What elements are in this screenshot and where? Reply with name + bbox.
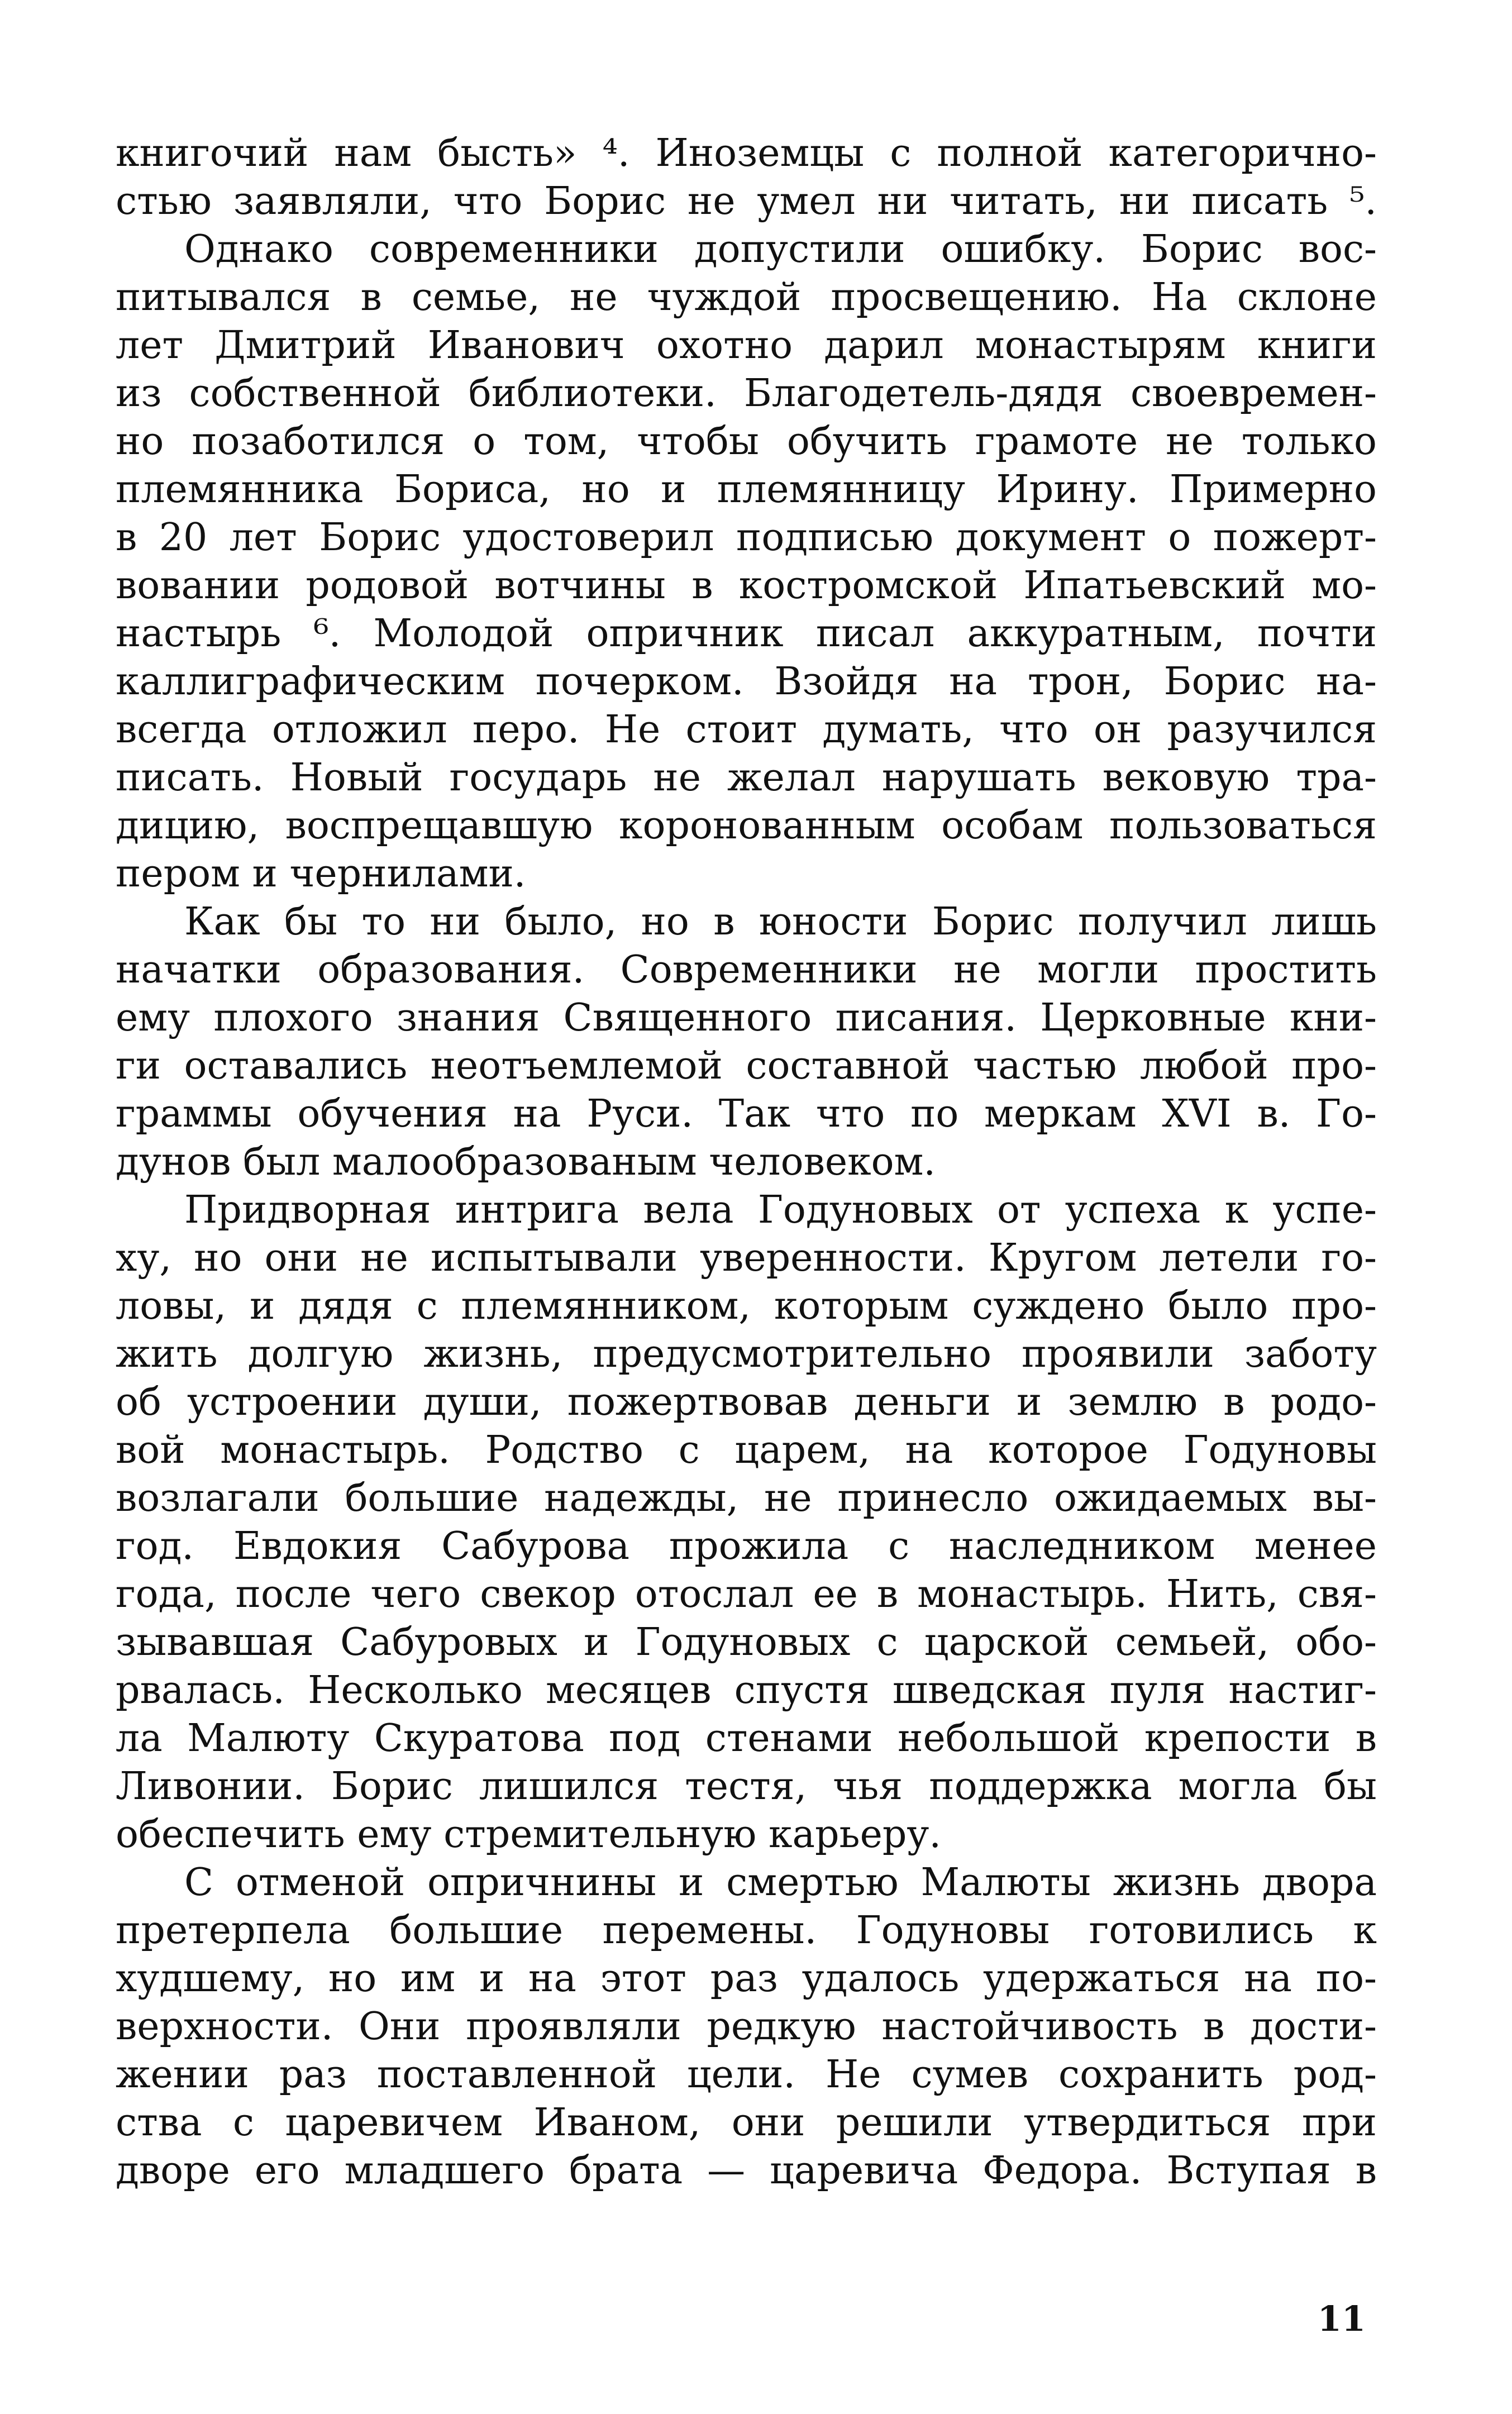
text-line: Ливонии. Борис лишился тестя, чья поддержка могла бы bbox=[116, 1764, 1377, 1809]
text-line: об устроении души, пожертвовав деньги и землю в родо- bbox=[116, 1380, 1377, 1424]
text-line: Как бы то ни было, но в юности Борис получил лишь bbox=[184, 900, 1377, 944]
text-line: худшему, но им и на этот раз удалось удержаться на по- bbox=[116, 1957, 1377, 2001]
text-line: претерпела большие перемены. Годуновы готовились к bbox=[116, 1909, 1377, 1953]
page-number: 11 bbox=[1317, 2298, 1366, 2339]
text-line: Придворная интрига вела Годуновых от успеха к успе- bbox=[184, 1188, 1377, 1232]
text-line: ла Малюту Скуратова под стенами небольшой крепости в bbox=[116, 1716, 1377, 1761]
text-line: вовании родовой вотчины в костромской Ипатьевский мо- bbox=[116, 564, 1377, 608]
text-line: Однако современники допустили ошибку. Борис вос- bbox=[184, 227, 1377, 271]
text-line: в 20 лет Борис удостоверил подписью документ о пожерт- bbox=[116, 516, 1377, 560]
text-line: вой монастырь. Родство с царем, на которое Годуновы bbox=[116, 1428, 1377, 1472]
text-line: дунов был малообразованым человеком. bbox=[116, 1140, 936, 1184]
text-line: года, после чего свекор отослал ее в монастырь. Нить, свя- bbox=[116, 1572, 1377, 1616]
text-line: ловы, и дядя с племянником, которым суждено было про- bbox=[116, 1284, 1377, 1328]
text-line: из собственной библиотеки. Благодетель-дядя своевремен- bbox=[116, 371, 1377, 416]
text-line: племянника Бориса, но и племянницу Ирину. Примерно bbox=[116, 467, 1377, 512]
text-line: ху, но они не испытывали уверенности. Кругом летели го- bbox=[116, 1236, 1377, 1280]
text-line: лет Дмитрий Иванович охотно дарил монастырям книги bbox=[116, 323, 1377, 368]
text-line: всегда отложил перо. Не стоит думать, что он разучился bbox=[116, 708, 1377, 752]
text-line: питывался в семье, не чуждой просвещению. На склоне bbox=[116, 275, 1377, 319]
text-line: каллиграфическим почерком. Взойдя на трон, Борис на- bbox=[116, 660, 1377, 704]
text-line: но позаботился о том, чтобы обучить грамоте не только bbox=[116, 419, 1377, 464]
text-line: жении раз поставленной цели. Не сумев сохранить род- bbox=[116, 2053, 1377, 2097]
text-line: дворе его младшего брата — царевича Федора. Вступая в bbox=[116, 2149, 1377, 2193]
text-line: С отменой опричнины и смертью Малюты жизнь двора bbox=[184, 1860, 1377, 1905]
text-line: книгочий нам бысть» ⁴. Иноземцы с полной категорично- bbox=[116, 131, 1377, 175]
text-line: возлагали большие надежды, не принесло ожидаемых вы- bbox=[116, 1476, 1377, 1520]
text-line: обеспечить ему стремительную карьеру. bbox=[116, 1812, 941, 1857]
text-line: рвалась. Несколько месяцев спустя шведская пуля настиг- bbox=[116, 1668, 1377, 1712]
text-line: верхности. Они проявляли редкую настойчивость в дости- bbox=[116, 2005, 1377, 2049]
text-line: граммы обучения на Руси. Так что по меркам XVI в. Го- bbox=[116, 1092, 1377, 1136]
text-line: настырь ⁶. Молодой опричник писал аккуратным, почти bbox=[116, 612, 1377, 656]
text-line: ему плохого знания Священного писания. Церковные кни- bbox=[116, 996, 1377, 1040]
text-line: ства с царевичем Иваном, они решили утвердиться при bbox=[116, 2101, 1377, 2145]
text-line: жить долгую жизнь, предусмотрительно проявили заботу bbox=[116, 1332, 1377, 1376]
text-line: дицию, воспрещавшую коронованным особам пользоваться bbox=[116, 804, 1377, 848]
text-line: зывавшая Сабуровых и Годуновых с царской семьей, обо- bbox=[116, 1620, 1377, 1664]
text-line: стью заявляли, что Борис не умел ни читать, ни писать ⁵. bbox=[116, 179, 1377, 223]
text-line: начатки образования. Современники не могли простить bbox=[116, 948, 1377, 992]
text-line: год. Евдокия Сабурова прожила с наследником менее bbox=[116, 1524, 1377, 1568]
text-line: пером и чернилами. bbox=[116, 852, 526, 896]
text-line: ги оставались неотъемлемой составной частью любой про- bbox=[116, 1044, 1377, 1088]
text-line: писать. Новый государь не желал нарушать вековую тра- bbox=[116, 756, 1377, 800]
